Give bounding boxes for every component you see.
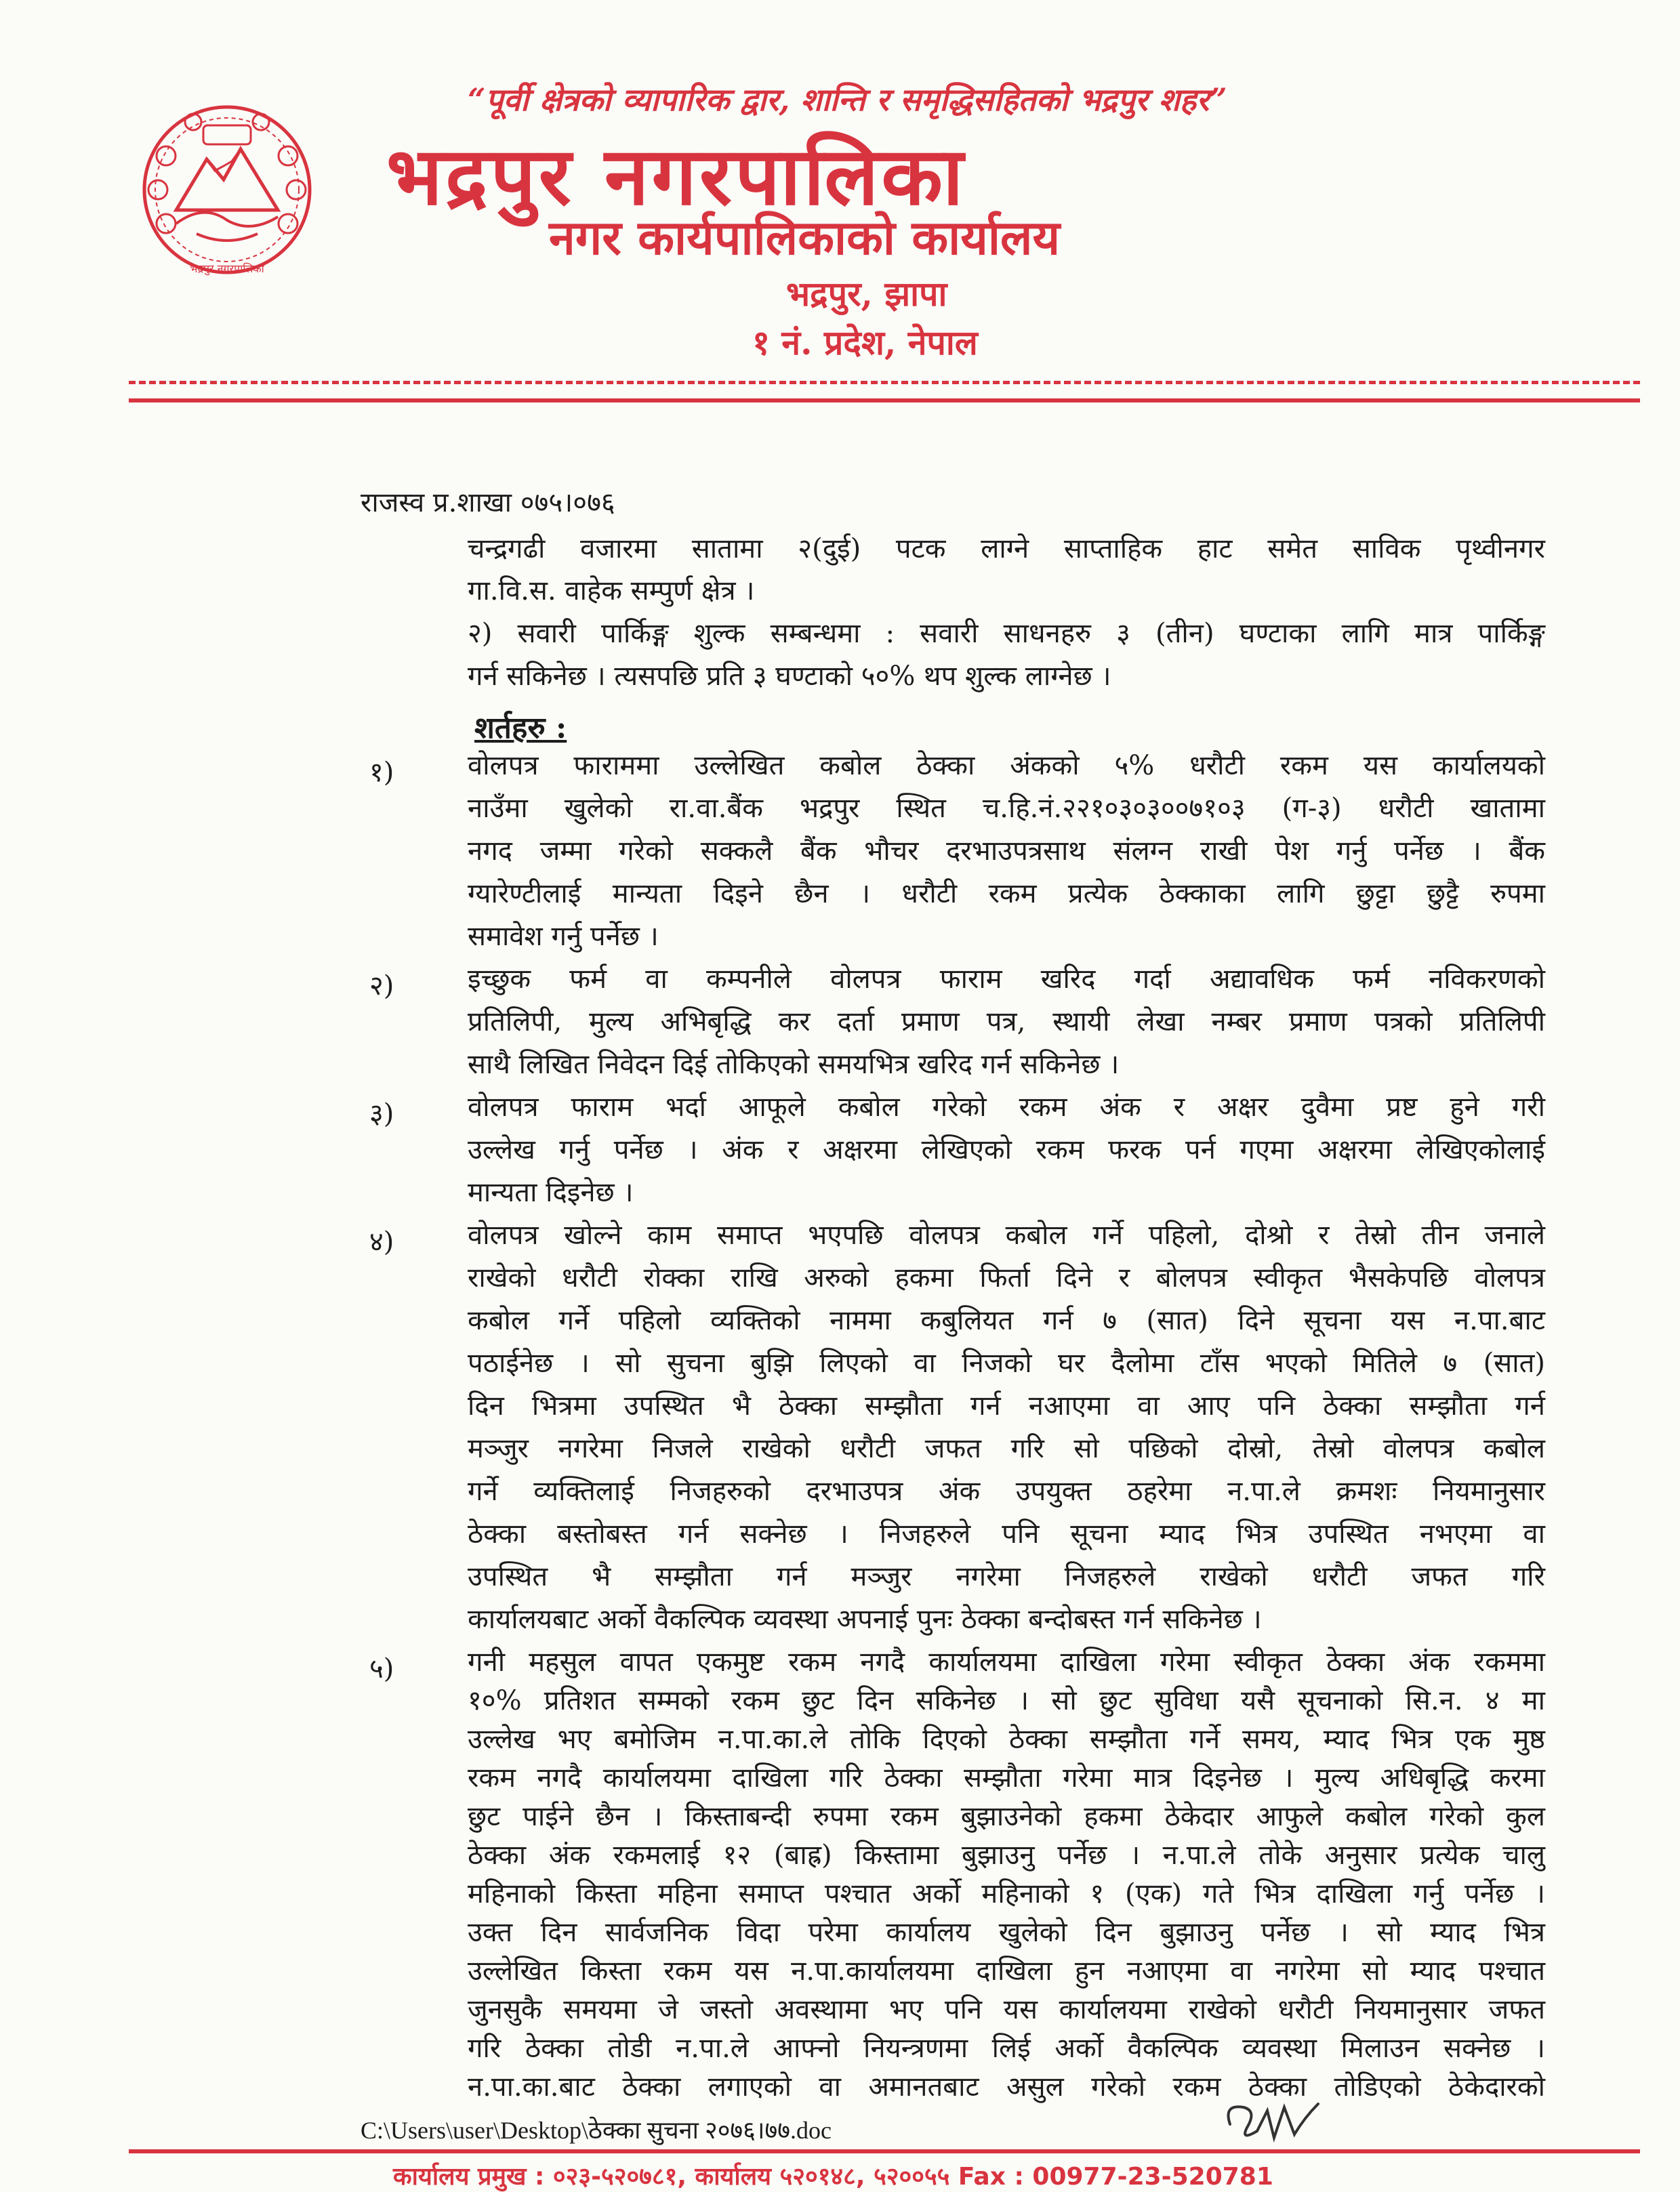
term-line: नाउँमा खुलेको रा.वा.बैंक भद्रपुर स्थित च.हि.नं.२२१०३०३००७१०३ (ग-३) धरौटी खातामा <box>468 793 1545 824</box>
term-line: इच्छुक फर्म वा कम्पनीले वोलपत्र फाराम खरिद गर्दा अद्यावधिक फर्म नविकरणको <box>468 964 1545 995</box>
term-number: ५) <box>369 1653 394 1684</box>
address-line-2: १ नं. प्रदेश, नेपाल <box>752 323 978 363</box>
slogan: “पूर्वी क्षेत्रको व्यापारिक द्वार, शान्ति र समृद्धिसहितको भद्रपुर शहर” <box>468 81 1227 118</box>
intro-line: २) सवारी पार्किङ्ग शुल्क सम्बन्धमा : सवारी साधनहरु ३ (तीन) घण्टाका लागि मात्र पार्किङ्ग <box>468 618 1545 649</box>
term-line: वोलपत्र फाराममा उल्लेखित कबोल ठेक्का अंकको ५% धरौटी रकम यस कार्यालयको <box>468 750 1545 781</box>
svg-text:भद्रपुर नगरपालिका: भद्रपुर नगरपालिका <box>190 262 264 275</box>
term-line: १०% प्रतिशत सम्मको रकम छुट दिन सकिनेछ । सो छुट सुविधा यसै सूचनाको सि.न. ४ मा <box>468 1685 1545 1716</box>
term-line: कार्यालयबाट अर्को वैकल्पिक व्यवस्था अपनाई पुनः ठेक्का बन्दोबस्त गर्न सकिनेछ । <box>468 1604 1262 1635</box>
term-line: वोलपत्र फाराम भर्दा आफूले कबोल गरेको रकम अंक र अक्षर दुवैमा प्रष्ट हुने गरी <box>468 1092 1545 1123</box>
term-line: उपस्थित भै सम्झौता गर्न मञ्जुर नगरेमा निजहरुले राखेको धरौटी जफत गरि <box>468 1561 1545 1592</box>
term-line: कबोल गर्ने पहिलो व्यक्तिको नाममा कबुलियत गर्न ७ (सात) दिने सूचना यस न.पा.बाट <box>468 1305 1545 1336</box>
term-line: उल्लेखित किस्ता रकम यस न.पा.कार्यालयमा दाखिला हुन नआएमा वा नगरेमा सो म्याद पश्चात <box>468 1956 1545 1987</box>
term-line: प्रतिलिपी, मुल्य अभिबृद्धि कर दर्ता प्रमाण पत्र, स्थायी लेखा नम्बर प्रमाण पत्रको प्रतिलिपी <box>468 1006 1545 1037</box>
term-line: न.पा.का.बाट ठेक्का लगाएको वा अमानतबाट असुल गरेको रकम ठेक्का तोडिएको ठेकेदारको <box>468 2071 1545 2103</box>
handwritten-signature <box>1216 2090 1332 2151</box>
term-line: छुट पाईने छैन । किस्ताबन्दी रुपमा रकम बुझाउनेको हकमा ठेकेदार आफुले कबोल गरेको कुल <box>468 1801 1545 1832</box>
term-line: ग्यारेण्टीलाई मान्यता दिइने छैन । धरौटी रकम प्रत्येक ठेक्काका लागि छुट्टा छुट्टै रुपमा <box>468 878 1545 909</box>
term-line: ठेक्का बस्तोबस्त गर्न सक्नेछ । निजहरुले पनि सूचना म्याद भित्र उपस्थित नभएमा वा <box>468 1518 1545 1550</box>
nepal-emblem-icon <box>139 95 315 285</box>
term-line: गर्ने व्यक्तिलाई निजहरुको दरभाउपत्र अंक उपयुक्त ठहरेमा न.पा.ले क्रमशः नियमानुसार <box>468 1476 1545 1507</box>
term-line: गनी महसुल वापत एकमुष्ट रकम नगदै कार्यालयमा दाखिला गरेमा स्वीकृत ठेक्का अंक रकममा <box>468 1647 1545 1678</box>
term-line: उक्त दिन सार्वजनिक विदा परेमा कार्यालय खुलेको दिन बुझाउनु पर्नेछ । सो म्याद भित्र <box>468 1917 1545 1948</box>
term-number: १) <box>369 757 394 788</box>
footer-contact: कार्यालय प्रमुख : ०२३-५२०७८१, कार्यालय ५२०१४८, ५२००५५ Fax : 00977-23-520781 <box>393 2163 1273 2191</box>
intro-line: चन्द्रगढी वजारमा सातामा २(दुई) पटक लाग्ने साप्ताहिक हाट समेत साविक पृथ्वीनगर <box>468 533 1545 564</box>
term-line: वोलपत्र खोल्ने काम समाप्त भएपछि वोलपत्र कबोल गर्ने पहिलो, दोश्रो र तेस्रो तीन जनाले <box>468 1220 1545 1251</box>
intro-line: गर्न सकिनेछ । त्यसपछि प्रति ३ घण्टाको ५०% थप शुल्क लाग्नेछ । <box>468 661 1111 692</box>
term-line: रकम नगदै कार्यालयमा दाखिला गरि ठेक्का सम्झौता गरेमा मात्र दिइनेछ । मुल्य अधिबृद्धि करमा <box>468 1762 1545 1794</box>
reference-number: राजस्व प्र.शाखा ०७५।०७६ <box>361 487 615 518</box>
term-line: साथै लिखित निवेदन दिई तोकिएको समयभित्र खरिद गर्न सकिनेछ । <box>468 1049 1120 1080</box>
term-line: समावेश गर्नु पर्नेछ । <box>468 921 659 952</box>
term-line: मञ्जुर नगरेमा निजले राखेको धरौटी जफत गरि सो पछिको दोस्रो, तेस्रो वोलपत्र कबोल <box>468 1433 1545 1464</box>
term-line: मान्यता दिइनेछ । <box>468 1177 634 1208</box>
file-path: C:\Users\user\Desktop\ठेक्का सुचना २०७६।७७.doc <box>361 2117 832 2144</box>
term-line: उल्लेख भए बमोजिम न.पा.का.ले तोकि दिएको ठेक्का सम्झौता गर्ने समय, म्याद भित्र एक मुष्ठ <box>468 1724 1545 1755</box>
term-line: ठेक्का अंक रकमलाई १२ (बाह्र) किस्तामा बुझाउनु पर्नेछ । न.पा.ले तोके अनुसार प्रत्येक चालु <box>468 1840 1545 1871</box>
header-dashed-rule <box>129 381 1640 384</box>
terms-heading: शर्तहरु : <box>474 711 567 745</box>
header-solid-rule <box>129 398 1640 402</box>
footer-rule <box>129 2149 1640 2153</box>
address-line-1: भद्रपुर, झापा <box>786 274 947 314</box>
term-line: नगद जम्मा गरेको सक्कलै बैंक भौचर दरभाउपत्रसाथ संलग्न राखी पेश गर्नु पर्नेछ । बैंक <box>468 835 1545 867</box>
term-number: ४) <box>369 1226 394 1258</box>
municipality-name: भद्रपुर नगरपालिका <box>386 129 966 223</box>
intro-line: गा.वि.स. वाहेक सम्पुर्ण क्षेत्र । <box>468 575 755 606</box>
term-line: दिन भित्रमा उपस्थित भै ठेक्का सम्झौता गर्न नआएमा वा आए पनि ठेक्का सम्झौता गर्न <box>468 1390 1545 1422</box>
term-line: गरि ठेक्का तोडी न.पा.ले आफ्नो नियन्त्रणमा लिई अर्को वैकल्पिक व्यवस्था मिलाउन सक्नेछ । <box>468 2033 1545 2064</box>
term-line: राखेको धरौटी रोक्का राखि अरुको हकमा फिर्ता दिने र बोलपत्र स्वीकृत भैसकेपछि वोलपत्र <box>468 1262 1545 1294</box>
term-number: ३) <box>369 1098 394 1130</box>
term-line: महिनाको किस्ता महिना समाप्त पश्चात अर्को महिनाको १ (एक) गते भित्र दाखिला गर्नु पर्नेछ । <box>468 1878 1545 1909</box>
term-line: उल्लेख गर्नु पर्नेछ । अंक र अक्षरमा लेखिएको रकम फरक पर्न गएमा अक्षरमा लेखिएकोलाई <box>468 1134 1545 1165</box>
term-line: पठाईनेछ । सो सुचना बुझि लिएको वा निजको घर दैलोमा टाँस भएको मितिले ७ (सात) <box>468 1348 1545 1379</box>
term-number: २) <box>369 970 394 1001</box>
term-line: जुनसुकै समयमा जे जस्तो अवस्थामा भए पनि यस कार्यालयमा राखेको धरौटी नियमानुसार जफत <box>468 1994 1545 2025</box>
office-name: नगर कार्यपालिकाको कार्यालय <box>549 209 1061 266</box>
